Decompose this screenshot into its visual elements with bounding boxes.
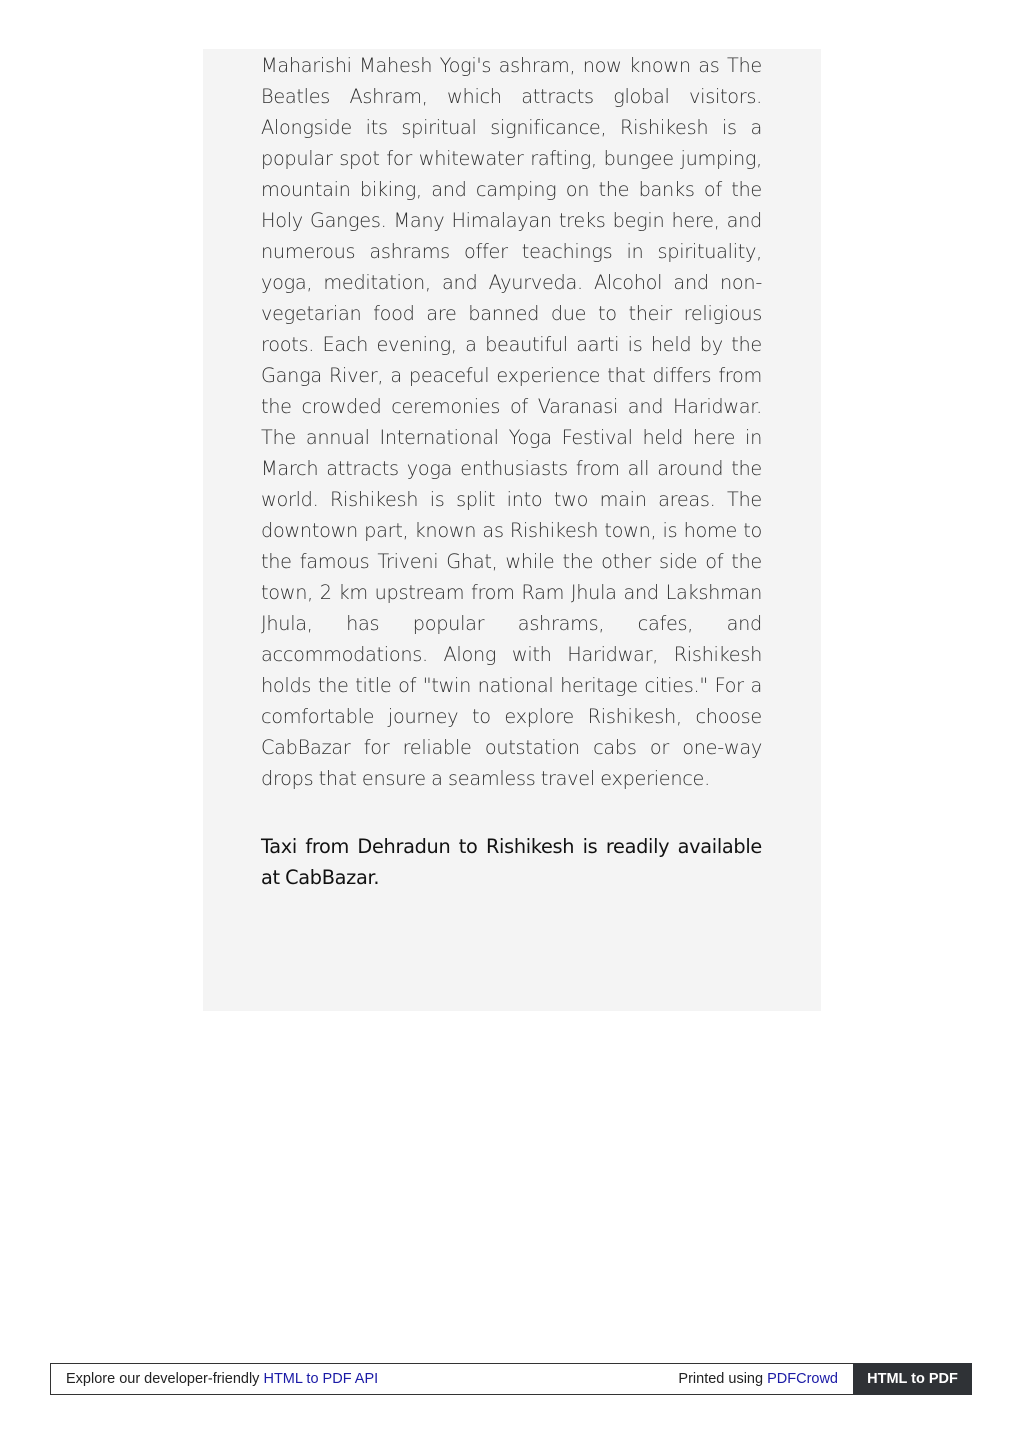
footer-left-text: Explore our developer-friendly	[66, 1371, 264, 1387]
html-to-pdf-badge[interactable]: HTML to PDF	[853, 1363, 972, 1395]
article-paragraph-rishikesh: Maharishi Mahesh Yogi's ashram, now known as The Beatles Ashram, which attracts global visitors. Alongside its spiritual significance, Rishikesh is a popular spot for whitewater rafting, bungee jumping, mountain biking, and camping on the banks of the Holy Ganges. Many Himalayan treks begin here, and numerous ashrams offer teachings in spirituality, yoga, meditation, and Ayurveda. Alcohol and non-vegetarian food are banned due to their religious roots. Each evening, a beautiful aarti is held by the Ganga River, a peaceful experience that differs from the crowded ceremonies of Varanasi and Haridwar. The annual International Yoga Festival held here in March attracts yoga enthusiasts from all around the world. Rishikesh is split into two main areas. The downtown part, known as Rishikesh town, is home to the famous Triveni Ghat, while the other side of the town, 2 km upstream from Ram Jhula and Lakshman Jhula, has popular ashrams, cafes, and accommodations. Along with Haridwar, Rishikesh holds the title of "twin national heritage cities." For a comfortable journey to explore Rishikesh, choose CabBazar for reliable outstation cabs or one-way drops that ensure a seamless travel experience.	[261, 54, 762, 790]
pdfcrowd-footer	[50, 1363, 972, 1395]
html-to-pdf-api-link[interactable]: HTML to PDF API	[263, 1371, 379, 1387]
footer-left	[66, 1371, 378, 1387]
article-paragraph-taxi: Taxi from Dehradun to Rishikesh is readily available at CabBazar.	[261, 835, 762, 889]
article-body	[261, 49, 762, 893]
pdfcrowd-link[interactable]: PDFCrowd	[767, 1371, 838, 1387]
content-panel	[203, 49, 821, 1011]
footer-right-text: Printed using	[678, 1371, 768, 1387]
footer-right	[678, 1371, 838, 1387]
